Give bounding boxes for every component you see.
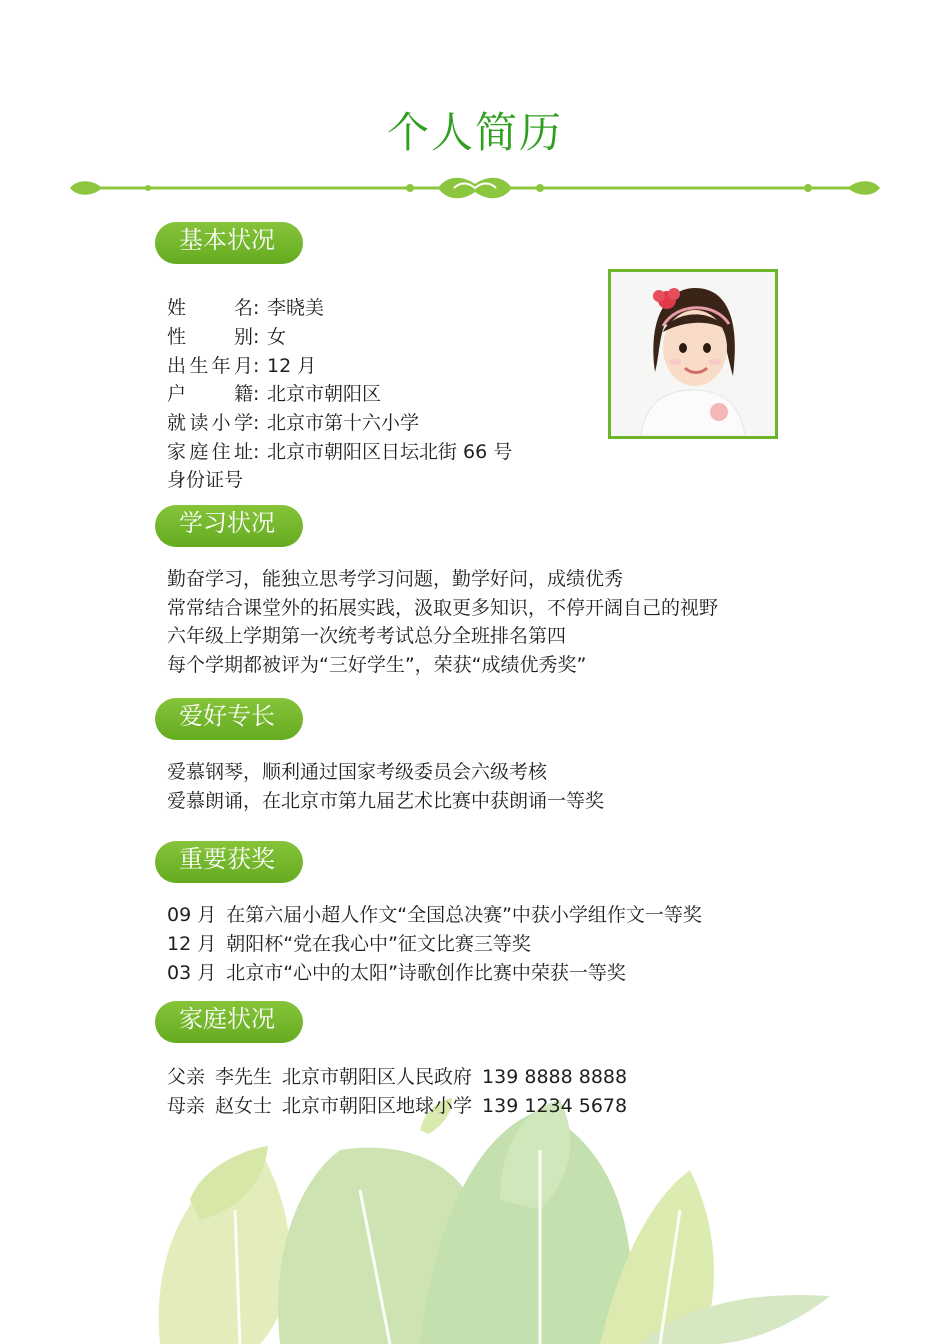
info-label: 姓名 bbox=[167, 297, 253, 319]
info-label: 就读小学 bbox=[167, 412, 253, 434]
colon: : bbox=[253, 297, 260, 319]
family-row bbox=[167, 1063, 627, 1092]
info-value: 女 bbox=[267, 326, 287, 348]
award-month: 03 月 bbox=[167, 962, 217, 984]
info-value: 北京市第十六小学 bbox=[267, 412, 420, 434]
info-value: 12 月 bbox=[267, 355, 317, 377]
info-value: 北京市朝阳区日坛北街 66 号 bbox=[267, 441, 513, 463]
study-line: 常常结合课堂外的拓展实践，汲取更多知识，不停开阔自己的视野 bbox=[167, 597, 719, 619]
award-text: 北京市“心中的太阳”诗歌创作比赛中荣获一等奖 bbox=[226, 962, 626, 984]
hobby-line: 爱慕钢琴，顺利通过国家考级委员会六级考核 bbox=[167, 761, 548, 783]
study-line: 每个学期都被评为“三好学生”，荣获“成绩优秀奖” bbox=[167, 654, 587, 676]
award-month: 09 月 bbox=[167, 904, 217, 926]
info-row bbox=[167, 294, 324, 323]
family-name: 赵女士 bbox=[215, 1095, 273, 1117]
info-label: 户籍 bbox=[167, 383, 253, 405]
section-tag-awards: 重要获奖 bbox=[155, 841, 303, 883]
section-tag-study: 学习状况 bbox=[155, 505, 303, 547]
info-label: 出生年月 bbox=[167, 355, 253, 377]
colon: : bbox=[253, 412, 260, 434]
section-tag-basic: 基本状况 bbox=[155, 222, 303, 264]
info-row bbox=[167, 438, 512, 467]
info-row bbox=[167, 380, 381, 409]
award-text: 朝阳杯“党在我心中”征文比赛三等奖 bbox=[226, 933, 531, 955]
info-value: 北京市朝阳区 bbox=[267, 383, 382, 405]
family-workplace: 北京市朝阳区人民政府 bbox=[282, 1066, 473, 1088]
info-row bbox=[167, 352, 316, 381]
colon: : bbox=[253, 355, 260, 377]
award-row bbox=[167, 959, 626, 988]
family-name: 李先生 bbox=[215, 1066, 273, 1088]
award-month: 12 月 bbox=[167, 933, 217, 955]
family-relation: 母亲 bbox=[167, 1095, 206, 1117]
section-tag-family: 家庭状况 bbox=[155, 1001, 303, 1043]
id-number-label: 身份证号 bbox=[167, 469, 244, 491]
colon: : bbox=[253, 326, 260, 348]
hobby-line: 爱慕朗诵，在北京市第九届艺术比赛中获朗诵一等奖 bbox=[167, 790, 605, 812]
family-workplace: 北京市朝阳区地球小学 bbox=[282, 1095, 473, 1117]
info-label: 性别 bbox=[167, 326, 253, 348]
info-label: 家庭住址 bbox=[167, 441, 253, 463]
family-phone: 139 1234 5678 bbox=[482, 1095, 628, 1117]
award-row bbox=[167, 901, 702, 930]
study-line: 六年级上学期第一次统考考试总分全班排名第四 bbox=[167, 625, 567, 647]
ornamental-divider bbox=[68, 172, 882, 204]
award-row bbox=[167, 930, 531, 959]
info-value: 李晓美 bbox=[267, 297, 325, 319]
colon: : bbox=[253, 383, 260, 405]
girl-portrait-image bbox=[611, 272, 775, 436]
study-line: 勤奋学习，能独立思考学习问题，勤学好问，成绩优秀 bbox=[167, 568, 624, 590]
info-row bbox=[167, 409, 419, 438]
family-phone: 139 8888 8888 bbox=[482, 1066, 628, 1088]
section-tag-hobby: 爱好专长 bbox=[155, 698, 303, 740]
page-title: 个人简历 bbox=[386, 108, 563, 157]
family-relation: 父亲 bbox=[167, 1066, 206, 1088]
profile-photo bbox=[608, 269, 778, 439]
colon: : bbox=[253, 441, 260, 463]
info-row bbox=[167, 323, 286, 352]
family-row bbox=[167, 1092, 627, 1121]
award-text: 在第六届小超人作文“全国总决赛”中获小学组作文一等奖 bbox=[226, 904, 702, 926]
